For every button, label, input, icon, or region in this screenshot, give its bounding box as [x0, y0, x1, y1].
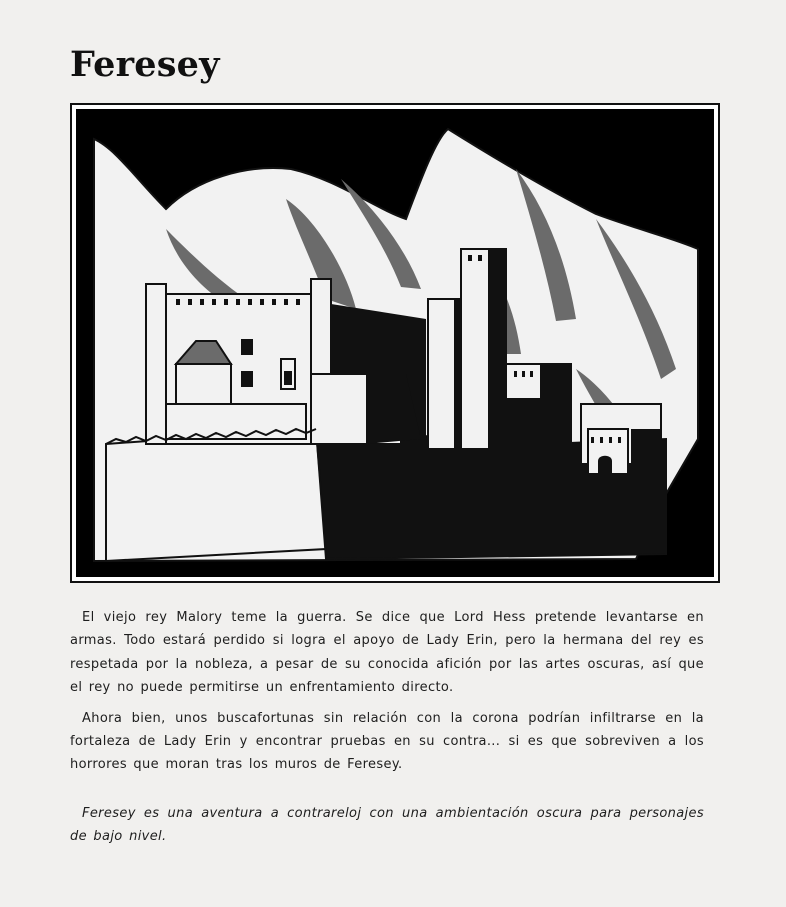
castle-illustration — [76, 109, 714, 577]
castle-mountains-illustration-icon — [76, 109, 714, 577]
illustration-frame — [70, 103, 720, 583]
intro-paragraph: El viejo rey Malory teme la guerra. Se dice que Lord Hess pretende levantarse en armas. Todo estará perdido si logra el apoyo de Lady Erin, pero la hermana del rey es respetada por la nobleza, a pesar de su conocida afición por las artes oscuras, así que el rey no puede permitirse un enfrentamiento directo. — [70, 610, 704, 696]
summary-paragraph: Feresey es una aventura a contrareloj con una ambientación oscura para personajes de bajo nivel. — [70, 805, 704, 845]
plot-paragraph: Ahora bien, unos buscafortunas sin relación con la corona podrían infiltrarse en la fortaleza de Lady Erin y encontrar pruebas en su contra... si es que sobreviven a los horrores que moran tras los muros de Feresey. — [70, 710, 704, 773]
page-title: Feresey — [70, 44, 220, 85]
body-text — [70, 606, 704, 849]
